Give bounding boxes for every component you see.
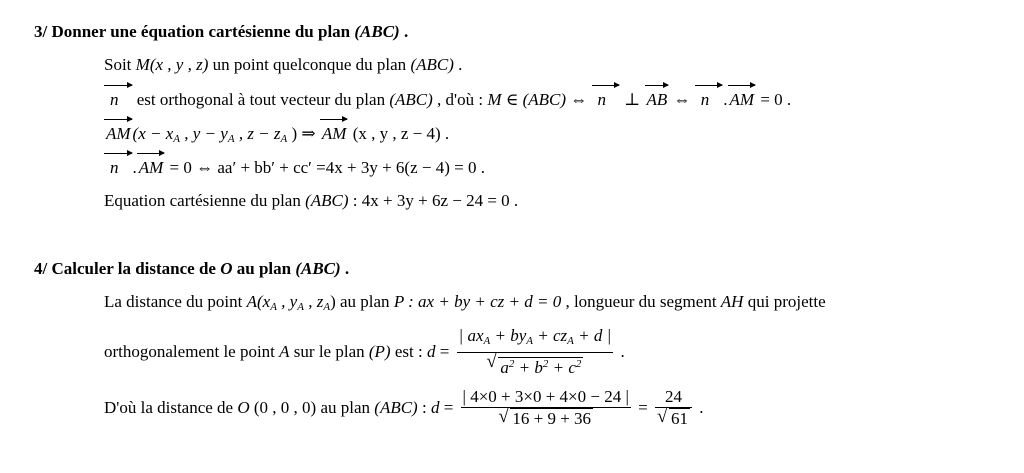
q4-l3-o: O [237, 398, 250, 417]
q3-l2-in: ∈ [501, 90, 523, 109]
q4-l1-t1: La distance du point [104, 292, 247, 311]
q3-l2-t2: , d'où : [432, 90, 488, 109]
q3-line-4 [104, 158, 485, 178]
q3-l5-abc: (ABC) [305, 191, 349, 210]
q3-l2-t1: est orthogonal à tout vecteur du plan [132, 90, 390, 109]
q3-l1-end: . [453, 55, 463, 74]
q4-l1-t4: qui projette [743, 292, 826, 311]
q4-l1-c1: (x [256, 292, 271, 311]
vector-n: n [104, 158, 133, 178]
den-c: + c [548, 358, 576, 377]
q3-l2-iff2: ⇔ [669, 90, 695, 109]
q4-heading-mid: au plan [232, 259, 296, 278]
num-part-1: | ax [458, 326, 484, 345]
result-fraction [655, 387, 692, 429]
q3-l3-p5: (x , y , z − 4) . [348, 124, 450, 143]
q3-l2-iff: ⇔ [566, 90, 592, 109]
q4-l1-ah: AH [720, 292, 744, 311]
sqrt-symbol: √ 61 [656, 406, 688, 428]
q3-heading-text: 3/ Donner une équation cartésienne du plan [34, 22, 351, 41]
q4-l2-d: d [426, 342, 436, 361]
q3-line-1 [104, 55, 462, 75]
q3-l3-s2: A [227, 133, 235, 145]
num-part-3: + cz [533, 326, 568, 345]
q3-l1-coords: (x , y , z) [149, 55, 209, 74]
result-radicand: 61 [670, 409, 688, 428]
q4-l2-p: (P) [368, 342, 391, 361]
q3-heading-end: . [399, 22, 409, 41]
q3-l3-p4: ) ⇒ [287, 124, 320, 143]
q4-l3-t2: (0 , 0 , 0) au plan [249, 398, 375, 417]
q3-l1-t2: un point quelconque du plan [208, 55, 411, 74]
q3-l2-abc2: (ABC) [522, 90, 567, 109]
q4-l3-t1: D'où la distance de [104, 398, 238, 417]
q4-line-2 [104, 326, 625, 378]
q4-heading-o: O [220, 259, 233, 278]
result-denominator [655, 408, 692, 429]
vector-am: AM [321, 124, 347, 143]
num-part-2: + by [490, 326, 527, 345]
vector-am: AM [729, 90, 755, 109]
q3-l1-t1: Soit [104, 55, 136, 74]
q3-l4-rest: = 0 ⇔ aa′ + bb′ + cc′ =4x + 3y + 6(z − 4) = 0 . [165, 158, 485, 177]
q4-l1-s3: A [323, 301, 331, 313]
vector-n: n [695, 90, 724, 110]
q3-l3-p3: , z − z [234, 124, 281, 143]
q4-line-3 [104, 387, 703, 429]
q3-line-3 [104, 124, 449, 149]
q4-l3-eq: = [439, 398, 458, 417]
q4-l2-a: A [279, 342, 290, 361]
formula-denominator [457, 353, 614, 378]
q4-l3-eq2: = [633, 398, 652, 417]
q4-l1-t3: , longueur du segment [561, 292, 721, 311]
q3-line-2 [104, 90, 791, 110]
q4-l1-c4: ) [330, 292, 336, 311]
q3-l2-perp: ⊥ [620, 90, 645, 109]
q4-l1-s1: A [270, 301, 277, 313]
q3-l1-abc: (ABC) [410, 55, 454, 74]
den-exp-2: 2 [542, 358, 549, 370]
den-exp-1: 2 [508, 358, 515, 370]
q4-l2-t3: est : [390, 342, 427, 361]
q4-l2-t1: orthogonalement le point [104, 342, 280, 361]
q3-l2-m: M [487, 90, 502, 109]
num-sub-1: A [483, 335, 491, 347]
vector-ab: AB [646, 90, 668, 109]
den-b: + b [514, 358, 543, 377]
q3-heading [34, 22, 408, 42]
distance-formula-fraction [457, 326, 614, 378]
distance-value-fraction [461, 387, 631, 429]
num-sub-3: A [567, 335, 574, 347]
den-exp-3: 2 [575, 358, 582, 370]
vector-n: n [104, 90, 133, 110]
num-sub-2: A [526, 335, 534, 347]
vector-am: AM [138, 158, 164, 177]
value-radicand: 16 + 9 + 36 [512, 409, 592, 428]
q3-l3-s1: A [173, 133, 181, 145]
num-part-4: + d | [573, 326, 612, 345]
vector-am: AM [106, 124, 131, 143]
q3-l5-t1: Equation cartésienne du plan [104, 191, 306, 210]
q3-l1-m: M [135, 55, 150, 74]
q4-l1-a: A [246, 292, 257, 311]
q4-l1-c2: , y [276, 292, 298, 311]
q4-l3-t3: : [417, 398, 431, 417]
vector-n: n [592, 90, 621, 110]
q4-l1-p: P [393, 292, 404, 311]
q4-heading [34, 259, 349, 279]
q4-l3-d: d [430, 398, 440, 417]
q3-heading-abc: (ABC) [354, 22, 400, 41]
q4-l3-end: . [694, 398, 704, 417]
q4-l1-eq: : ax + by + cz + d = 0 [403, 292, 562, 311]
value-numerator: | 4×0 + 3×0 + 4×0 − 24 | [462, 387, 629, 406]
q4-l2-eq: = [435, 342, 454, 361]
sqrt-symbol: √ $a^2 + b^2 + c^2$ [486, 351, 582, 377]
formula-numerator [457, 326, 614, 353]
q3-l4-dot: . [132, 158, 137, 177]
q3-l5-t2: : 4x + 3y + 6z − 24 = 0 . [348, 191, 519, 210]
q4-line-1 [104, 292, 826, 317]
q3-l2-dot: . [723, 90, 728, 109]
den-a: a [500, 358, 509, 377]
q4-heading-abc: (ABC) [295, 259, 341, 278]
sqrt-symbol: √ 16 + 9 + 36 [498, 406, 592, 428]
value-denominator [461, 408, 631, 429]
q4-heading-end: . [340, 259, 350, 278]
q4-l2-end: . [616, 342, 625, 361]
q4-l1-s2: A [297, 301, 304, 313]
q4-l1-c3: , z [303, 292, 324, 311]
q3-l3-s3: A [280, 133, 288, 145]
q4-l1-t2: au plan [335, 292, 394, 311]
q3-l3-p2: , y − y [180, 124, 228, 143]
q4-l3-abc: (ABC) [374, 398, 418, 417]
q3-l2-eq: = 0 . [756, 90, 792, 109]
q3-line-5 [104, 191, 518, 211]
result-numerator: 24 [655, 387, 692, 408]
q3-l3-p1: (x − x [132, 124, 174, 143]
q4-heading-text: 4/ Calculer la distance de [34, 259, 221, 278]
q4-l2-t2: sur le plan [289, 342, 369, 361]
q3-l2-abc: (ABC) [389, 90, 433, 109]
